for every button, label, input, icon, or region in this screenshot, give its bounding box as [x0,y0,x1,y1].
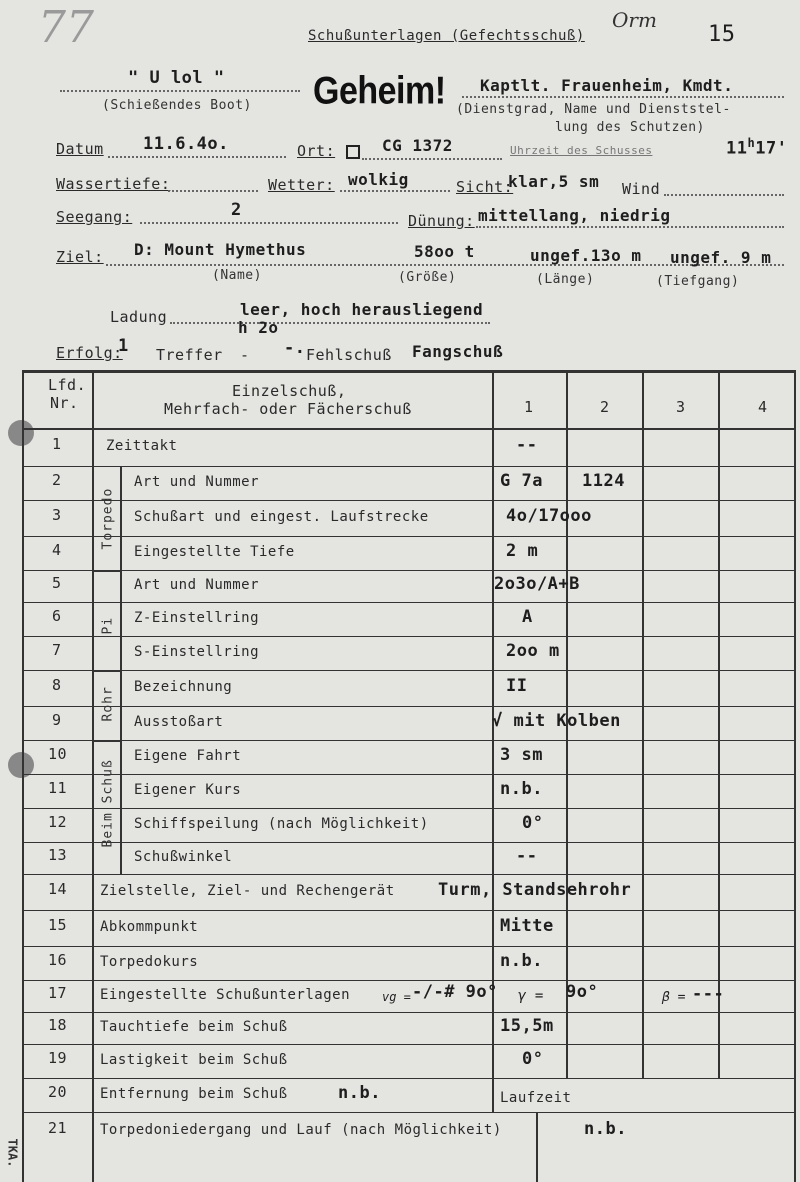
row20-laufzeit-label: Laufzeit [500,1090,572,1106]
row-label: Torpedoniedergang und Lauf (nach Möglichkeit) [100,1122,502,1138]
uhrzeit-label: Uhrzeit des Schusses [510,144,653,157]
group-label-rohr: Rohr [100,686,116,722]
row-value-1: n.b. [338,1083,381,1103]
row-number: 2 [52,471,62,489]
punch-hole-top [8,420,34,446]
ort-label: Ort: [297,142,336,160]
margin-stamp: TKA. [5,1138,20,1168]
row-number: 3 [52,506,62,524]
table-head-col-3: 3 [676,398,686,416]
erfolg-count: 1 [118,336,129,356]
row-label: Z-Einstellring [134,610,260,626]
datum-label: Datum [56,140,104,158]
table-row-line [22,536,796,537]
ziel-label: Ziel: [56,248,104,266]
row-value-1: 4o/17ooo [506,506,592,526]
commander-value: Kaptlt. Frauenheim, Kmdt. [480,76,734,95]
row-number: 7 [52,641,62,659]
row-value-1: n.b. [584,1119,627,1139]
uhrzeit-sup: h [747,136,756,150]
row-number: 20 [48,1083,68,1101]
table-row-line [22,636,796,637]
row-label: Eingestellte Tiefe [134,544,295,560]
row-value-1: 3 sm [500,745,543,765]
boat-label: (Schießendes Boot) [102,98,252,113]
table-head-desc-1: Einzelschuß, [232,382,347,400]
table-head-lfd: Lfd. [48,376,87,394]
group-label-pi: Pi [100,616,116,635]
sicht-label: Sicht: [456,178,514,196]
wetter-dotline [340,190,450,192]
table-row-line [22,774,796,775]
row-number: 11 [48,779,68,797]
ziel-name-label: (Name) [212,268,262,283]
row-number: 19 [48,1049,68,1067]
table-row-line [22,808,796,809]
ort-value: CG 1372 [382,136,453,155]
row-label: Schußart und eingest. Laufstrecke [134,509,429,525]
table-row-line [22,1044,796,1045]
ziel-tiefgang-value: ungef. 9 m [670,248,772,267]
table-row-line [22,466,796,467]
row-value-1: 0° [522,813,544,833]
row-label: Eigener Kurs [134,782,242,798]
erfolg-dash-1: - [240,346,250,364]
row-number: 18 [48,1016,68,1034]
boat-value: " U lol " [128,68,225,88]
seegang-label: Seegang: [56,208,133,226]
seegang-dotline [140,222,398,224]
row17-beta-label: β = [662,990,686,1005]
row-number: 5 [52,574,62,592]
table-head-col-4: 4 [758,398,768,416]
table-row-line [22,1112,796,1113]
row-label: Eigene Fahrt [134,748,242,764]
uhrzeit-min: 17' [755,138,788,159]
row17-vg-label: vg = [382,990,411,1004]
col-line-row21 [536,1112,538,1182]
row-label: Zeittakt [106,438,178,454]
ort-dotline [362,158,502,160]
row-value-1: Mitte [500,916,554,936]
commander-dotline [462,96,784,98]
commander-label-1: (Dienstgrad, Name und Dienststel- [456,102,731,117]
col-line-v3 [642,370,644,1078]
row-value-1: √ mit Kolben [492,711,621,731]
row-label: S-Einstellring [134,644,260,660]
row-value-1: A [522,607,533,627]
table-border-right [794,370,796,1182]
row-number: 16 [48,951,68,969]
row-label: Torpedokurs [100,954,199,970]
row-label: Ausstoßart [134,714,224,730]
group-boundary [92,570,122,572]
uhrzeit-hour: 11 [726,138,748,159]
ziel-groesse-value: 58oo t [414,242,475,261]
row-number: 12 [48,813,68,831]
secret-stamp: Geheim! [313,69,446,113]
datum-dotline [108,156,286,158]
wind-dotline [664,194,784,196]
row-number: 4 [52,541,62,559]
row-value-1: -- [516,435,538,455]
row17-gamma-label: γ = [518,988,544,1004]
ziel-name-value: D: Mount Hymethus [134,240,307,259]
row-number: 10 [48,745,68,763]
row-value-1: 0° [522,1049,544,1069]
row-value-1: G 7a [500,471,543,491]
table-row-line [22,706,796,707]
table-head-desc-2: Mehrfach- oder Fächerschuß [164,400,412,418]
row-label: Bezeichnung [134,679,233,695]
duenung-dotline [476,226,784,228]
table-row-line [22,946,796,947]
row-value-1: 2o3o/A+B [494,574,580,594]
wetter-value: wolkig [348,170,409,189]
row-label: Entfernung beim Schuß [100,1086,288,1102]
table-row-line [22,670,796,671]
table-border-left [22,370,24,1182]
table-row-line [22,602,796,603]
table-header-bottom [22,428,796,430]
row-number: 17 [48,984,68,1002]
ziel-laenge-label: (Länge) [536,272,595,287]
ziel-groesse-label: (Größe) [398,270,457,285]
col-line-desc [92,370,94,1182]
table-row-line [22,874,796,875]
duenung-value: mittellang, niedrig [478,206,671,225]
table-row-line [22,980,796,981]
row-label: Schiffspeilung (nach Möglichkeit) [134,816,429,832]
table-row-line [22,910,796,911]
ladung-label: Ladung [110,308,168,326]
table-row-line [22,1078,796,1079]
table-row-line [22,740,796,741]
group-label-schuss: Beim Schuß [100,759,116,848]
group-label-torpedo: Torpedo [100,487,116,550]
group-boundary [92,670,122,672]
commander-label-2: lung des Schutzen) [555,120,705,135]
ladung-dotline [170,322,490,324]
duenung-label: Dünung: [408,212,475,230]
table-border-top [22,370,796,373]
row-label: Eingestellte Schußunterlagen [100,987,351,1003]
row-number: 21 [48,1119,68,1137]
table-head-nr: Nr. [50,394,79,412]
row-label: Lastigkeit beim Schuß [100,1052,288,1068]
row-value-2: 1124 [582,471,625,491]
table-head-col-2: 2 [600,398,610,416]
table-row-line [22,570,796,571]
uhrzeit-value [726,136,787,159]
row-label: Tauchtiefe beim Schuß [100,1019,288,1035]
seegang-value: 2 [231,200,242,220]
row17-beta-value: --- [692,984,725,1004]
ort-box-icon [346,145,360,159]
table-head-col-1: 1 [524,398,534,416]
row-value-1: 2oo m [506,641,560,661]
table-row-line [22,500,796,501]
ziel-tiefgang-label: (Tiefgang) [656,274,740,289]
erfolg-dash-2: -. [284,338,306,358]
form-title: Schußunterlagen (Gefechtsschuß) [308,28,585,44]
treffer-label: Treffer [156,346,223,364]
row-value-1: -- [516,846,538,866]
row17-gamma-value: 9o° [566,982,599,1002]
ladung-value-1: leer, hoch herausliegend [240,300,484,319]
signature: Orm [612,8,657,32]
row-number: 13 [48,846,68,864]
row-value-1: 15,5m [500,1016,554,1036]
row-value-1: II [506,676,528,696]
table-row-line [22,1012,796,1013]
wetter-label: Wetter: [268,176,335,194]
row-number: 9 [52,711,62,729]
boat-dotline [60,90,300,92]
datum-value: 11.6.4o. [143,134,229,154]
wassertiefe-dotline [168,190,258,192]
wind-label: Wind [622,180,661,198]
row-number: 15 [48,916,68,934]
wassertiefe-label: Wassertiefe: [56,175,171,193]
row-number: 14 [48,880,68,898]
fangschuss-value: Fangschuß [412,342,504,361]
fehlschuss-label: Fehlschuß [306,346,392,364]
ladung-value-2: h 2o [238,318,279,337]
ziel-laenge-value: ungef.13o m [530,246,642,265]
row17-vg-value: -/-# 9o° [412,982,498,1002]
erfolg-label: Erfolg: [56,344,123,362]
row-number: 1 [52,435,62,453]
row-label: Schußwinkel [134,849,233,865]
row-value-1: 2 m [506,541,539,561]
row-label: Art und Nummer [134,474,260,490]
row-value-1: n.b. [500,779,543,799]
row-value-1: Turm, Standsehrohr [438,880,632,900]
page-number: 15 [708,22,736,47]
row-label: Abkommpunkt [100,919,199,935]
row-value-1: n.b. [500,951,543,971]
row-number: 8 [52,676,62,694]
col-line-v4 [718,370,720,1078]
row-label: Zielstelle, Ziel- und Rechengerät [100,883,395,899]
handwritten-number: 77 [38,2,94,53]
row-number: 6 [52,607,62,625]
sicht-value: klar,5 sm [508,172,600,191]
table-row-line [22,842,796,843]
group-boundary [92,740,122,742]
row-label: Art und Nummer [134,577,260,593]
